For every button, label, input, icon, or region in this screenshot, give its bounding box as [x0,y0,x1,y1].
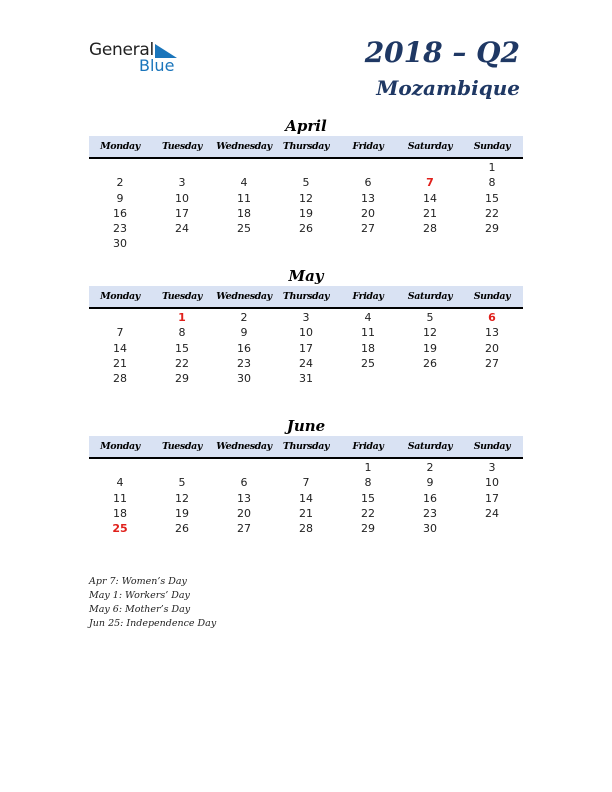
date-cell: 19 [423,341,437,355]
date-cell [275,236,337,251]
holiday-date: 25 [112,522,128,536]
date-cell [89,460,151,475]
date-cell: 16 [423,491,437,505]
date-cell: 26 [299,222,313,236]
date-cell: 5 [178,476,186,490]
date-cell: 9 [116,191,124,205]
date-cell: 29 [175,372,189,386]
date-cell: 27 [485,356,499,370]
date-cell [399,371,461,386]
week-row [89,221,523,236]
date-cell: 17 [485,491,499,505]
week-row [89,475,523,490]
date-cell: 29 [361,522,375,536]
date-cell: 19 [175,506,189,520]
holiday-notes [89,575,216,631]
date-cell: 20 [237,506,251,520]
weekday-header: Wednesday [216,441,272,452]
date-cell: 20 [361,206,375,220]
country-title: Mozambique [376,76,520,100]
month-name: May [288,267,324,285]
date-cell: 14 [423,191,437,205]
weekday-header: Monday [100,291,140,302]
date-cell: 23 [113,222,127,236]
date-cell: 6 [240,476,248,490]
month-may [89,266,523,386]
generalblue-logo [89,40,189,76]
date-cell [213,160,275,175]
date-cell: 13 [237,491,251,505]
weekday-header: Tuesday [161,441,202,452]
date-cell [337,160,399,175]
week-row [89,310,523,325]
date-cell: 15 [485,191,499,205]
date-cell [151,460,213,475]
date-cell: 23 [423,506,437,520]
date-cell: 3 [178,176,186,190]
date-cell: 15 [175,341,189,355]
date-cell: 10 [299,326,313,340]
week-row [89,460,523,475]
date-cell: 29 [485,222,499,236]
weekday-header: Saturday [407,441,453,452]
date-cell: 12 [175,491,189,505]
week-row [89,236,523,251]
date-cell: 9 [240,326,248,340]
date-cell: 18 [237,206,251,220]
date-cell: 26 [423,356,437,370]
date-cell: 28 [299,522,313,536]
week-row [89,325,523,340]
date-cell: 5 [426,311,434,324]
weekday-header-row [89,436,523,459]
date-cell: 12 [423,326,437,340]
date-cell [89,310,151,325]
date-cell: 10 [175,191,189,205]
date-cell: 7 [302,476,310,490]
weekday-header: Monday [100,141,140,152]
date-cell: 28 [423,222,437,236]
date-cell: 16 [237,341,251,355]
date-cell [151,236,213,251]
date-cell: 27 [237,522,251,536]
date-cell: 22 [361,506,375,520]
logo-text-general: General [89,40,154,60]
date-cell: 8 [178,326,186,340]
weekday-header: Thursday [282,141,330,152]
weekday-header: Friday [352,441,384,452]
date-cell: 1 [488,161,496,174]
date-cell: 13 [485,326,499,340]
weekday-header: Tuesday [161,291,202,302]
date-cell: 6 [364,176,372,190]
date-cell: 14 [113,341,127,355]
date-cell: 11 [113,491,127,505]
date-cell: 3 [488,461,496,474]
date-cell: 2 [240,311,248,324]
date-cell: 18 [113,506,127,520]
date-cell: 8 [488,176,496,190]
date-cell [275,460,337,475]
weekday-header: Monday [100,441,140,452]
date-cell: 13 [361,191,375,205]
weekday-header: Friday [352,291,384,302]
weekday-header: Sunday [473,141,511,152]
date-cell: 7 [116,326,124,340]
week-row [89,506,523,521]
date-cell: 2 [116,176,124,190]
date-cell [461,236,523,251]
weekday-header: Thursday [282,291,330,302]
date-cell: 11 [361,326,375,340]
date-cell: 30 [423,522,437,536]
date-cell: 1 [364,461,372,474]
date-cell: 14 [299,491,313,505]
holiday-date: 7 [426,176,434,190]
weekday-header: Saturday [407,291,453,302]
date-cell: 25 [361,356,375,370]
date-cell [337,236,399,251]
holiday-date: 1 [178,311,186,324]
date-cell: 17 [175,206,189,220]
date-cell: 21 [299,506,313,520]
date-cell: 5 [302,176,310,190]
date-cell: 4 [116,476,124,490]
date-cell: 21 [113,356,127,370]
week-row [89,371,523,386]
date-cell: 22 [485,206,499,220]
holiday-date: 6 [488,311,496,324]
week-row [89,341,523,356]
week-row [89,521,523,536]
weekday-header: Wednesday [216,141,272,152]
date-cell: 4 [240,176,248,190]
date-cell: 24 [485,506,499,520]
date-cell: 21 [423,206,437,220]
week-row [89,191,523,206]
date-cell: 31 [299,372,313,386]
date-cell: 10 [485,476,499,490]
weekday-header: Tuesday [161,141,202,152]
date-cell: 22 [175,356,189,370]
week-row [89,491,523,506]
date-cell [399,236,461,251]
date-cell: 30 [113,237,127,251]
date-cell: 19 [299,206,313,220]
date-cell: 15 [361,491,375,505]
holiday-note: May 6: Mother’s Day [89,604,191,615]
date-cell: 8 [364,476,372,490]
weekday-header: Sunday [473,441,511,452]
date-cell: 30 [237,372,251,386]
date-cell: 16 [113,206,127,220]
month-april [89,116,523,252]
date-cell [461,371,523,386]
date-cell [337,371,399,386]
week-row [89,160,523,175]
quarter-title: 2018 – Q2 [364,36,520,69]
date-cell: 25 [237,222,251,236]
date-cell: 23 [237,356,251,370]
holiday-note: May 1: Workers’ Day [89,590,190,601]
date-cell: 28 [113,372,127,386]
logo-text-blue: Blue [139,56,175,75]
month-name: April [285,117,327,135]
date-cell [461,521,523,536]
date-cell [89,160,151,175]
date-cell [213,236,275,251]
week-row [89,175,523,190]
month-name: June [286,417,326,435]
date-cell [275,160,337,175]
weekday-header-row [89,136,523,159]
weekday-header: Thursday [282,441,330,452]
date-cell: 9 [426,476,434,490]
date-cell: 27 [361,222,375,236]
date-cell: 11 [237,191,251,205]
date-cell: 4 [364,311,372,324]
date-cell [151,160,213,175]
weekday-header-row [89,286,523,309]
weekday-header: Wednesday [216,291,272,302]
date-cell: 18 [361,341,375,355]
date-cell: 24 [175,222,189,236]
weekday-header: Friday [352,141,384,152]
weekday-header: Sunday [473,291,511,302]
date-cell: 12 [299,191,313,205]
holiday-note: Jun 25: Independence Day [89,618,217,629]
date-cell: 20 [485,341,499,355]
date-cell: 2 [426,461,434,474]
date-cell: 26 [175,522,189,536]
date-cell [399,160,461,175]
week-row [89,206,523,221]
date-cell: 24 [299,356,313,370]
date-cell: 17 [299,341,313,355]
date-cell: 3 [302,311,310,324]
month-june [89,416,523,536]
weekday-header: Saturday [407,141,453,152]
holiday-note: Apr 7: Women’s Day [89,576,187,587]
week-row [89,356,523,371]
date-cell [213,460,275,475]
